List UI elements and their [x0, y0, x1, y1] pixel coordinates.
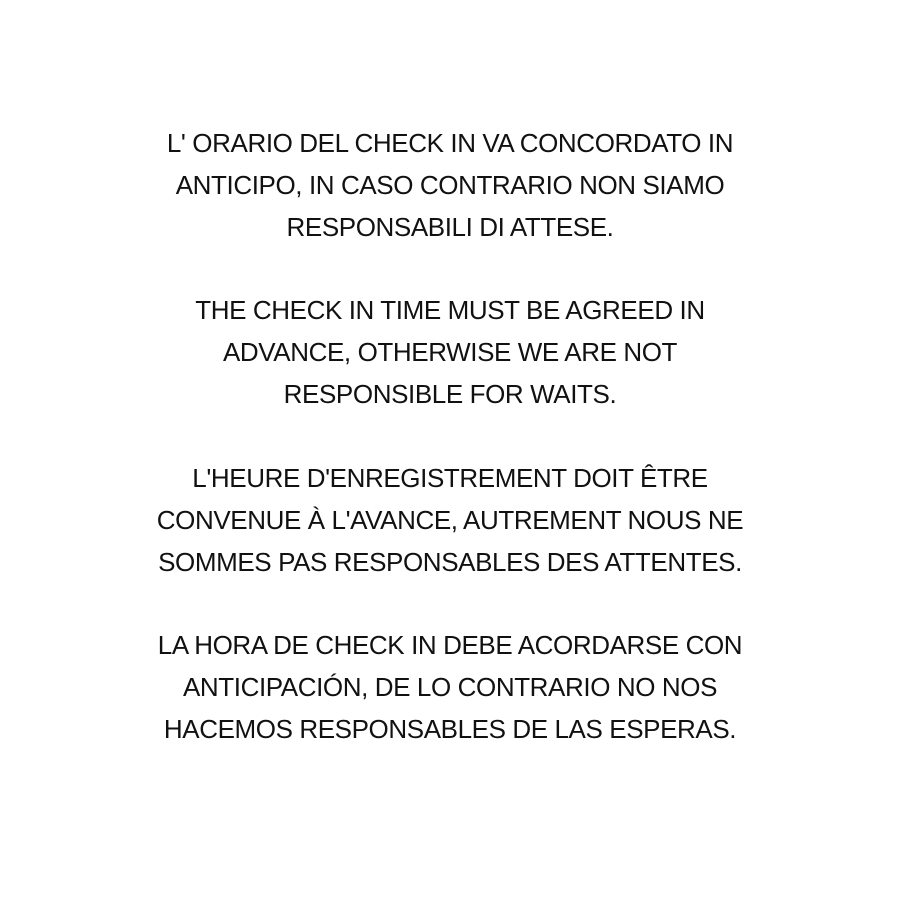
notice-paragraph-english: [0, 289, 900, 415]
notice-paragraph-french: [0, 457, 900, 583]
notice-line: ANTICIPACIÓN, DE LO CONTRARIO NO NOS: [182, 672, 718, 702]
notice-line: RESPONSABILI DI ATTESE.: [286, 212, 614, 242]
notice-line: LA HORA DE CHECK IN DEBE ACORDARSE CON: [157, 630, 743, 660]
notice-paragraph-spanish: [0, 624, 900, 750]
notice-line: RESPONSIBLE FOR WAITS.: [283, 379, 617, 409]
notice-paragraph-italian: [0, 122, 900, 248]
notice-line: HACEMOS RESPONSABLES DE LAS ESPERAS.: [163, 714, 737, 744]
notice-line: CONVENUE À L'AVANCE, AUTREMENT NOUS NE: [156, 505, 744, 535]
notice-line: L'HEURE D'ENREGISTREMENT DOIT ÊTRE: [192, 463, 708, 493]
notice-line: SOMMES PAS RESPONSABLES DES ATTENTES.: [158, 547, 742, 577]
notice-line: L' ORARIO DEL CHECK IN VA CONCORDATO IN: [166, 128, 734, 158]
notice-line: ADVANCE, OTHERWISE WE ARE NOT: [222, 337, 678, 367]
notice-line: ANTICIPO, IN CASO CONTRARIO NON SIAMO: [175, 170, 725, 200]
notice-line: THE CHECK IN TIME MUST BE AGREED IN: [195, 295, 705, 325]
